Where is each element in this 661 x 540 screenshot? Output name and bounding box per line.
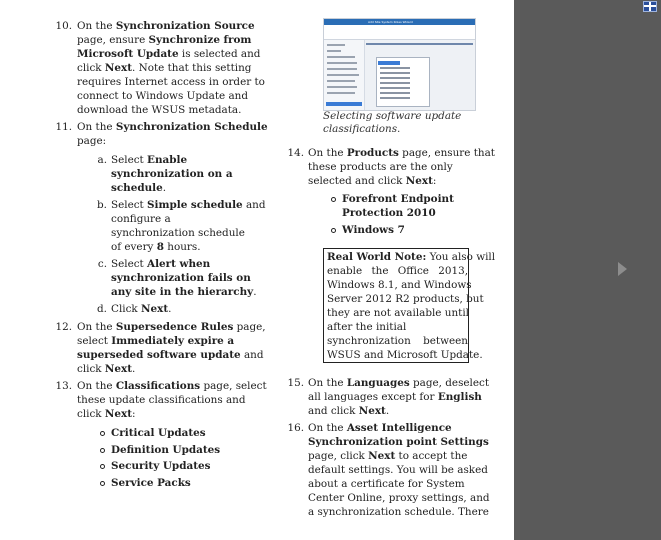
step-15-line-2: all languages except for English xyxy=(308,391,482,403)
reader-side-panel xyxy=(514,0,661,540)
wizard-title: Add Site System Roles Wizard xyxy=(368,20,413,24)
step-13-line-2: these update classifications and xyxy=(77,394,246,406)
product-item-2: Windows 7 xyxy=(342,224,405,236)
substep-b-line-3: synchronization schedule xyxy=(111,227,245,239)
flag-icon xyxy=(643,1,657,12)
step-12-line-3: superseded software update and xyxy=(77,349,264,361)
classification-item: Definition Updates xyxy=(111,444,221,456)
note-line-6: after the initial xyxy=(327,321,407,333)
substep-b-line-4: of every 8 hours. xyxy=(111,241,201,253)
substep-b-line-1: Select Simple schedule and xyxy=(111,199,266,211)
step-12-number: 12. xyxy=(55,321,72,333)
nav-line xyxy=(327,80,355,82)
bullet-icon xyxy=(100,431,105,436)
step-13-number: 13. xyxy=(55,380,72,392)
substep-a-line-2: synchronization on a xyxy=(111,168,233,180)
list-line xyxy=(380,67,410,69)
figure-caption-line-2: classifications. xyxy=(323,123,401,135)
note-line-5: they are not available until xyxy=(327,307,469,319)
nav-line xyxy=(327,74,359,76)
note-line-8: WSUS and Microsoft Update. xyxy=(327,349,483,361)
step-12-line-1: On the Supersedence Rules page, xyxy=(77,321,266,333)
bullet-icon xyxy=(331,228,336,233)
substep-d-line-1: Click Next. xyxy=(111,303,172,315)
step-10-number: 10. xyxy=(55,20,72,32)
substep-c-marker: c. xyxy=(97,258,107,270)
substep-a-line-3: schedule. xyxy=(111,182,167,194)
step-15-line-1: On the Languages page, deselect xyxy=(308,377,490,389)
step-14-line-3: selected and click Next: xyxy=(308,175,437,187)
substep-b-line-2: configure a xyxy=(111,213,171,225)
step-16-line-3: page, click Next to accept the xyxy=(308,450,468,462)
classification-item: Security Updates xyxy=(111,460,211,472)
substep-b-marker: b. xyxy=(97,199,107,211)
step-16-line-7: a synchronization schedule. There xyxy=(308,506,489,518)
step-11-number: 11. xyxy=(55,121,72,133)
note-line-4: Server 2012 R2 products, but xyxy=(327,293,484,305)
step-13-line-3: click Next: xyxy=(77,408,136,420)
list-line xyxy=(380,72,410,74)
step-16-line-5: about a certificate for System xyxy=(308,478,465,490)
list-line xyxy=(380,97,410,99)
step-10-line-6: connect to Windows Update and xyxy=(77,90,249,102)
step-16-line-2: Synchronization point Settings xyxy=(308,436,489,448)
step-16-number: 16. xyxy=(287,422,304,434)
step-16-line-1: On the Asset Intelligence xyxy=(308,422,452,434)
step-12-line-4: click Next. xyxy=(77,363,136,375)
note-line-2: enable the Office 2013, xyxy=(327,265,468,277)
substep-d-marker: d. xyxy=(97,303,107,315)
list-line xyxy=(380,77,410,79)
product-item-1-line-2: Protection 2010 xyxy=(342,207,436,219)
bullet-icon xyxy=(331,197,336,202)
nav-line xyxy=(327,86,357,88)
classification-item: Critical Updates xyxy=(111,427,206,439)
substep-c-line-3: any site in the hierarchy. xyxy=(111,286,257,298)
note-line-1: Real World Note: You also will xyxy=(327,251,496,263)
step-15-number: 15. xyxy=(287,377,304,389)
list-line xyxy=(380,92,410,94)
substep-c-line-2: synchronization fails on xyxy=(111,272,251,284)
real-world-note xyxy=(323,248,496,363)
figure-caption-line-1: Selecting software update xyxy=(323,110,462,122)
step-11-line-1: On the Synchronization Schedule xyxy=(77,121,268,133)
nav-line xyxy=(327,44,345,46)
note-line-3: Windows 8.1, and Windows xyxy=(327,279,472,291)
nav-selected xyxy=(326,102,362,106)
list-line xyxy=(380,82,410,84)
nav-line xyxy=(327,50,341,52)
bullet-icon xyxy=(100,481,105,486)
step-10-line-5: requires Internet access in order to xyxy=(77,76,265,88)
step-10-line-7: download the WSUS metadata. xyxy=(77,104,242,116)
classification-item: Service Packs xyxy=(111,477,191,489)
step-11-line-2: page: xyxy=(77,135,107,147)
wizard-heading-line xyxy=(366,43,473,45)
nav-line xyxy=(327,56,355,58)
wizard-header xyxy=(324,25,475,40)
wizard-screenshot xyxy=(323,18,476,111)
step-15-line-3: and click Next. xyxy=(308,405,390,417)
step-14-number: 14. xyxy=(287,147,304,159)
substep-c-line-1: Select Alert when xyxy=(111,258,211,270)
wizard-checklist xyxy=(376,57,430,107)
step-14-line-1: On the Products page, ensure that xyxy=(308,147,495,159)
substep-a-marker: a. xyxy=(97,154,107,166)
product-item-1-line-1: Forefront Endpoint xyxy=(342,193,454,205)
nav-line xyxy=(327,68,357,70)
list-selected xyxy=(378,61,400,65)
step-10-line-1: On the Synchronization Source xyxy=(77,20,255,32)
substep-a-line-1: Select Enable xyxy=(111,154,188,166)
step-10-line-3: Microsoft Update is selected and xyxy=(77,48,261,60)
step-10-line-2: page, ensure Synchronize from xyxy=(77,34,252,46)
list-line xyxy=(380,87,410,89)
nav-line xyxy=(327,92,355,94)
step-14-line-2: these products are the only xyxy=(308,161,453,173)
step-12-line-2: select Immediately expire a xyxy=(77,335,235,347)
bullet-icon xyxy=(100,448,105,453)
wizard-nav xyxy=(324,40,365,110)
bullet-icon xyxy=(100,464,105,469)
step-13-line-1: On the Classifications page, select xyxy=(77,380,267,392)
step-16-line-6: Center Online, proxy settings, and xyxy=(308,492,490,504)
nav-line xyxy=(327,62,357,64)
step-16-line-4: default settings. You will be asked xyxy=(308,464,488,476)
step-10-line-4: click Next. Note that this setting xyxy=(77,62,252,74)
note-line-7: synchronization between xyxy=(327,335,468,347)
next-page-arrow-icon[interactable] xyxy=(618,262,627,276)
